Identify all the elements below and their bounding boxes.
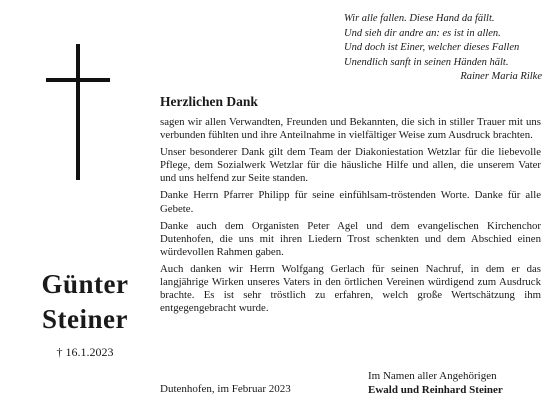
deceased-last-name: Steiner bbox=[42, 304, 128, 334]
family-names: Ewald und Reinhard Steiner bbox=[368, 384, 503, 396]
thanks-text bbox=[160, 94, 541, 319]
on-behalf-text: Im Namen aller Angehörigen bbox=[368, 370, 497, 382]
poem-author: Rainer Maria Rilke bbox=[460, 71, 542, 83]
death-date: † 16.1.2023 bbox=[56, 345, 114, 359]
thanks-paragraph: Danke auch dem Organisten Peter Agel und dem evangelischen Kirchenchor Dutenhofen, die uns mit ihren Liedern Trost schenkten und dem Abschied einen würdevollen Rahmen gaben. bbox=[160, 219, 541, 258]
thanks-paragraph: sagen wir allen Verwandten, Freunden und Bekannten, die sich in stiller Trauer mit uns verbunden fühlten und ihre Anteilnahme in vielfältiger Weise zum Ausdruck brachten. bbox=[160, 116, 541, 142]
poem-line: Und sieh dir andre an: es ist in allen. bbox=[344, 27, 501, 39]
thanks-paragraph: Danke Herrn Pfarrer Philipp für seine einfühlsam-tröstenden Worte. Danke für alle Gebete. bbox=[160, 189, 541, 215]
poem-line: Wir alle fallen. Diese Hand da fällt. bbox=[344, 13, 495, 24]
deceased-first-name: Günter bbox=[41, 269, 129, 299]
thanks-paragraph: Unser besonderer Dank gilt dem Team der Diakoniestation Wetzlar für die liebevolle Pflege, dem Sozialwerk Wetzlar für die häusliche Hilfe und allen, die unserem Vater und uns helfend zur Seite standen. bbox=[160, 146, 541, 185]
poem-line: Und doch ist Einer, welcher dieses Fallen bbox=[344, 42, 520, 54]
poem-quote bbox=[344, 12, 544, 85]
thanks-paragraph: Auch danken wir Herrn Wolfgang Gerlach für seinen Nachruf, in dem er das langjährige Wirken unseres Vaters in den örtlichen Vereinen würdigend zum Ausdruck brachte. Es ist sehr tröstlich zu erfahren, welch große Wertschätzung ihm entgegengebracht wurde. bbox=[160, 262, 541, 315]
cross-icon bbox=[46, 44, 110, 180]
place-date: Dutenhofen, im Februar 2023 bbox=[160, 383, 291, 395]
poem-line: Unendlich sanft in seinen Händen hält. bbox=[344, 56, 509, 68]
signature-block bbox=[368, 369, 503, 397]
thanks-heading: Herzlichen Dank bbox=[160, 94, 258, 109]
